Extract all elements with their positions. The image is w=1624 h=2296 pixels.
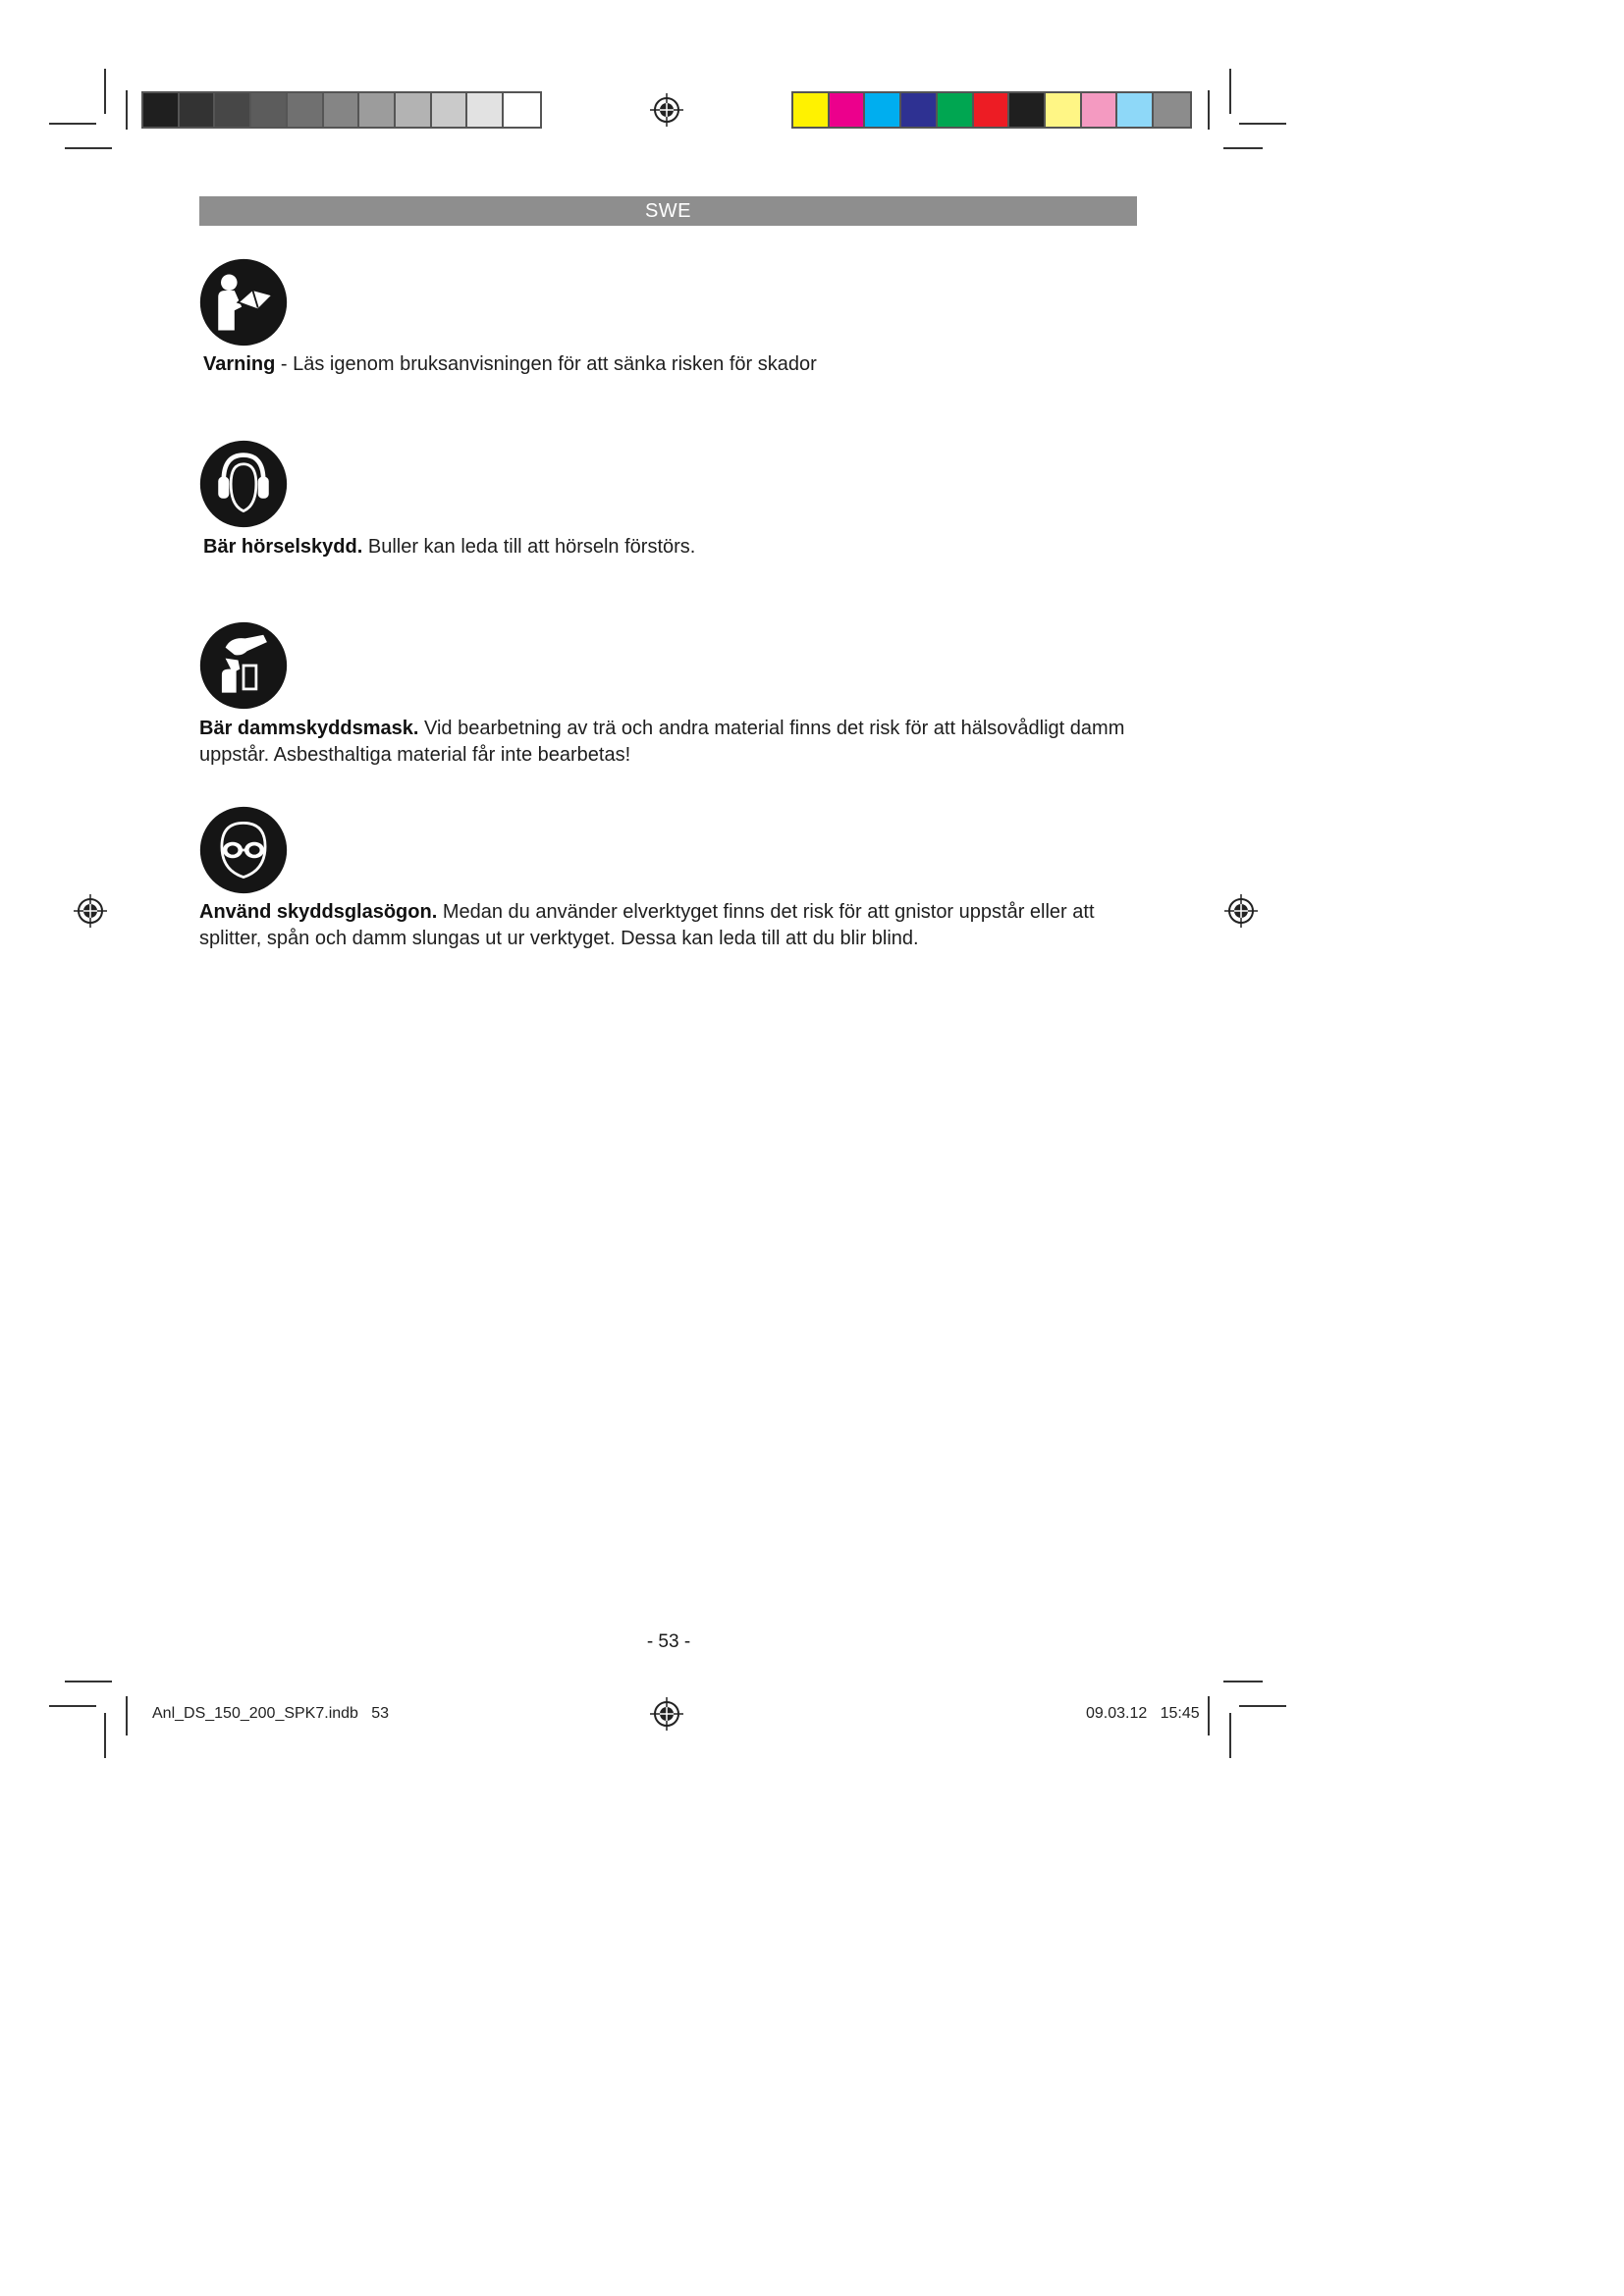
crop-mark [1208,90,1210,130]
color-swatch [324,93,360,127]
crop-mark [1229,69,1231,114]
crop-mark [49,123,96,125]
color-calibration-bar [791,91,1192,129]
crop-mark [1223,147,1263,149]
crop-mark [65,1681,112,1682]
warning-safety-glasses [199,899,1142,952]
color-swatch [793,93,830,127]
warning-title: Bär dammskyddsmask. [199,718,419,739]
registration-mark-icon [650,93,683,127]
color-swatch [504,93,540,127]
color-swatch [865,93,901,127]
color-swatch [938,93,974,127]
color-swatch [143,93,180,127]
crop-mark [49,1705,96,1707]
crop-mark [126,90,128,130]
warning-text: Medan du använder elverktyget finns det risk för att gnistor uppstår eller att splitter, spån och damm slungas ut ur verktyget. Dessa kan leda till att du blir blind. [199,901,1095,949]
warning-text: Buller kan leda till att hörseln förstörs. [362,536,696,558]
color-swatch [1009,93,1046,127]
color-swatch [288,93,324,127]
crop-mark [1229,1713,1231,1758]
color-swatch [251,93,288,127]
crop-mark [1239,123,1286,125]
warning-text: - Läs igenom bruksanvisningen för att sänka risken för skador [275,353,817,375]
crop-mark [1223,1681,1263,1682]
warning-title: Varning [203,353,276,375]
print-timestamp: 09.03.12 15:45 [1086,1705,1200,1722]
color-swatch [215,93,251,127]
registration-mark-icon [1224,894,1258,928]
crop-mark [126,1696,128,1735]
language-section-band: SWE [199,196,1137,226]
color-swatch [1117,93,1154,127]
color-swatch [1082,93,1118,127]
registration-mark-icon [74,894,107,928]
read-manual-icon [198,257,289,347]
color-swatch [1154,93,1190,127]
color-swatch [180,93,216,127]
crop-mark [1208,1696,1210,1735]
crop-mark [104,1713,106,1758]
crop-mark [104,69,106,114]
color-swatch [467,93,504,127]
warning-text: Vid bearbetning av trä och andra material finns det risk för att hälsovådligt damm uppstår. Asbesthaltiga material får inte bearbetas! [199,718,1125,766]
warning-dust-mask [199,716,1142,769]
color-swatch [1046,93,1082,127]
safety-glasses-icon [198,805,289,895]
page-number: - 53 - [646,1631,691,1652]
crop-mark [1239,1705,1286,1707]
warning-title: Bär hörselskydd. [203,536,363,558]
registration-mark-icon [650,1697,683,1731]
crop-mark [65,147,112,149]
warning-title: Använd skyddsglasögon. [199,901,438,923]
grayscale-calibration-bar [141,91,542,129]
color-swatch [396,93,432,127]
color-swatch [359,93,396,127]
color-swatch [974,93,1010,127]
dust-mask-icon [198,620,289,711]
color-swatch [901,93,938,127]
color-swatch [432,93,468,127]
warning-hearing-protection [203,534,1146,561]
file-slug: Anl_DS_150_200_SPK7.indb 53 [152,1705,390,1722]
color-swatch [830,93,866,127]
warning-read-manual [203,351,1146,378]
hearing-protection-icon [198,439,289,529]
